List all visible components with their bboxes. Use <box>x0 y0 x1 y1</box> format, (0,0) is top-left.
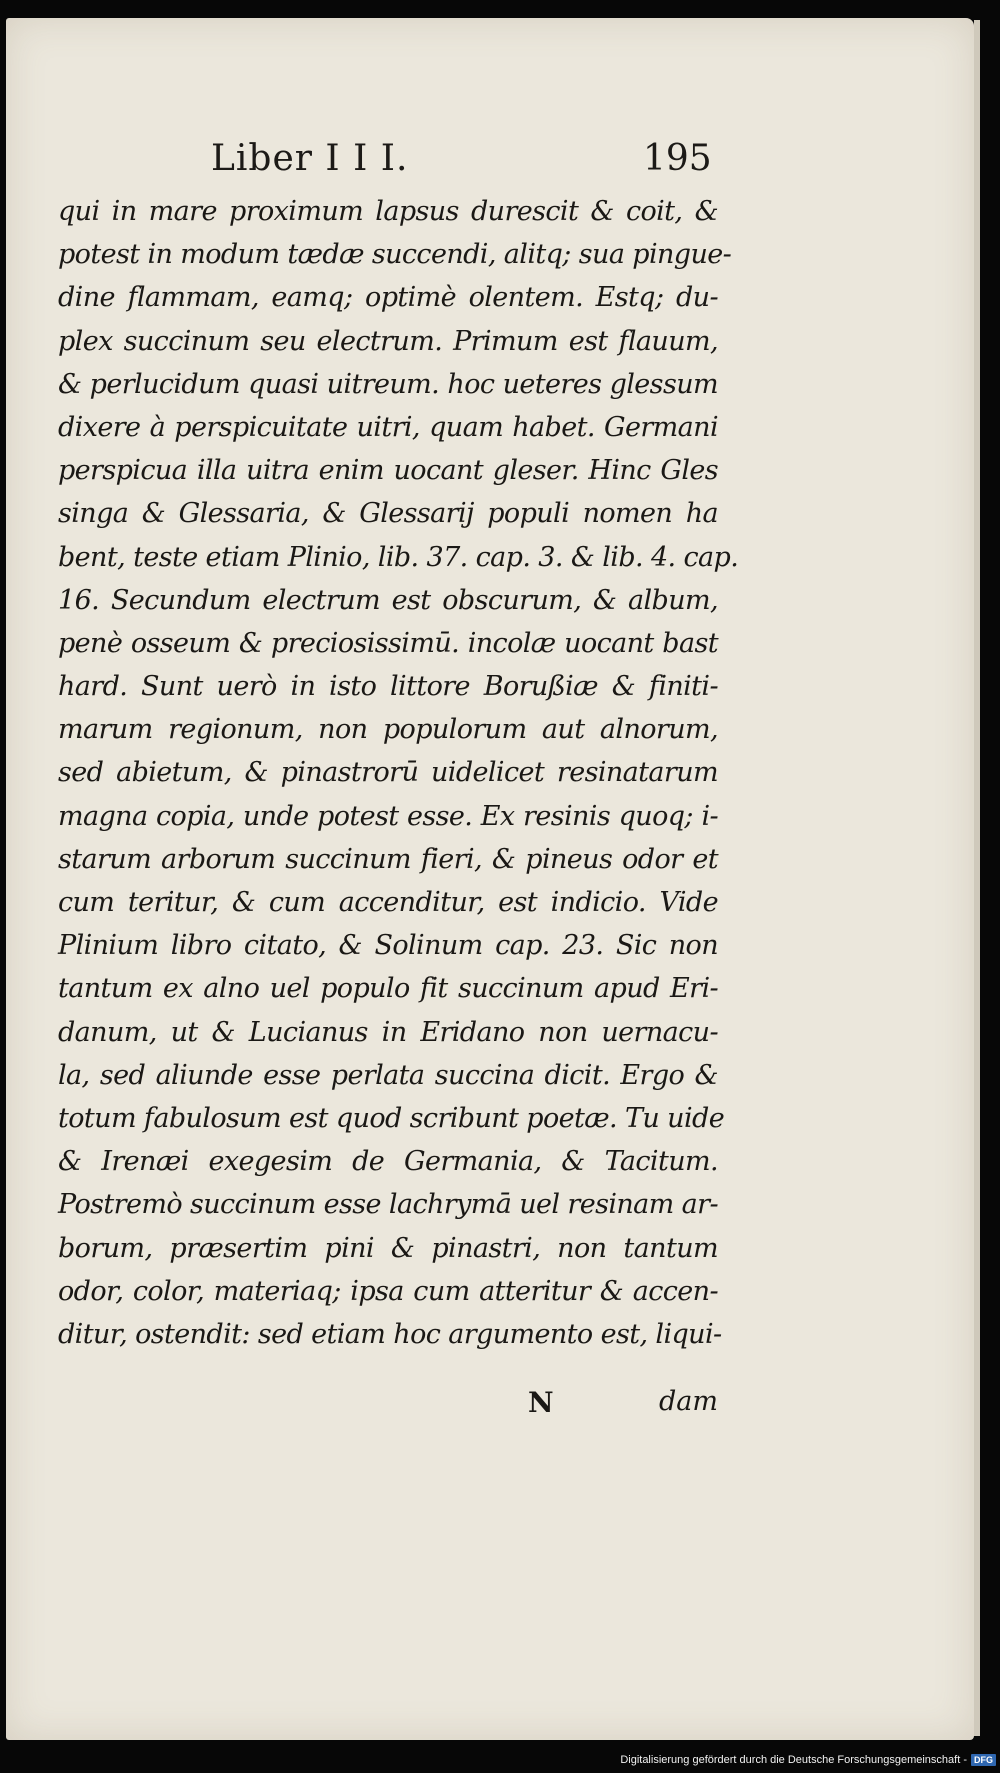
digitization-footer <box>620 1752 996 1768</box>
text-line: odor, color, materiaq; ipsa cum atteritur & accen- <box>58 1275 718 1307</box>
text-line: perspicua illa uitra enim uocant gleser. Hinc Gles <box>58 455 718 487</box>
text-line: dixere à perspicuitate uitri, quam habet. Germani <box>58 411 718 443</box>
text-line: magna copia, unde potest esse. Ex resinis quoq; i- <box>58 800 718 832</box>
text-line: hard. Sunt uerò in isto littore Borußiæ & finiti- <box>58 671 718 703</box>
text-line: potest in modum tædæ succendi, alitq; sua pingue- <box>58 239 732 271</box>
text-line: singa & Glessaria, & Glessarij populi nomen ha <box>58 498 718 530</box>
text-line: danum, ut & Lucianus in Eridano non uernacu- <box>58 1016 718 1048</box>
text-line: la, sed aliunde esse perlata succina dicit. Ergo & <box>58 1059 718 1091</box>
book-page <box>6 18 974 1740</box>
text-line: penè osseum & preciosissimū. incolæ uocant bast <box>58 627 718 659</box>
running-head: Liber I I I. <box>211 138 409 179</box>
text-line: borum, præsertim pini & pinastri, non tantum <box>58 1232 718 1264</box>
page-header <box>211 138 711 188</box>
signature-mark: N <box>528 1386 554 1419</box>
funding-credit: Digitalisierung gefördert durch die Deutsche Forschungsgemeinschaft - <box>620 1754 967 1766</box>
text-line: starum arborum succinum fieri, & pineus odor et <box>58 843 718 875</box>
text-line: & Irenæi exegesim de Germania, & Tacitum. <box>58 1146 718 1178</box>
text-line: bent, teste etiam Plinio, lib. 37. cap. 3. & lib. 4. cap. <box>58 541 739 573</box>
text-line: cum teritur, & cum accenditur, est indicio. Vide <box>58 887 718 918</box>
text-line: dine flammam, eamq; optimè olentem. Estq; du- <box>58 282 718 314</box>
text-line: Plinium libro citato, & Solinum cap. 23. Sic non <box>58 930 718 962</box>
text-line: totum fabulosum est quod scribunt poetæ. Tu uide <box>58 1102 725 1134</box>
text-line: ditur, ostendit: sed etiam hoc argumento est, liqui- <box>58 1318 722 1350</box>
text-line: Postremò succinum esse lachrymā uel resinam ar- <box>58 1189 718 1221</box>
page-edge <box>974 20 980 1736</box>
catchline <box>58 1386 718 1430</box>
catchword: dam <box>659 1386 718 1417</box>
text-line: sed abietum, & pinastrorū uidelicet resinatarum <box>58 757 718 789</box>
text-line: plex succinum seu electrum. Primum est flauum, <box>58 325 718 357</box>
text-line: & perlucidum quasi uitreum. hoc ueteres glessum <box>58 368 718 400</box>
text-line: qui in mare proximum lapsus durescit & coit, & <box>58 196 718 227</box>
text-line: 16. Secundum electrum est obscurum, & album, <box>58 584 718 616</box>
text-line: tantum ex alno uel populo fit succinum apud Eri- <box>58 973 718 1005</box>
dfg-logo: DFG <box>971 1754 996 1766</box>
text-line: marum regionum, non populorum aut alnorum, <box>58 714 718 746</box>
page-number: 195 <box>643 138 712 179</box>
body-text <box>58 190 739 1356</box>
